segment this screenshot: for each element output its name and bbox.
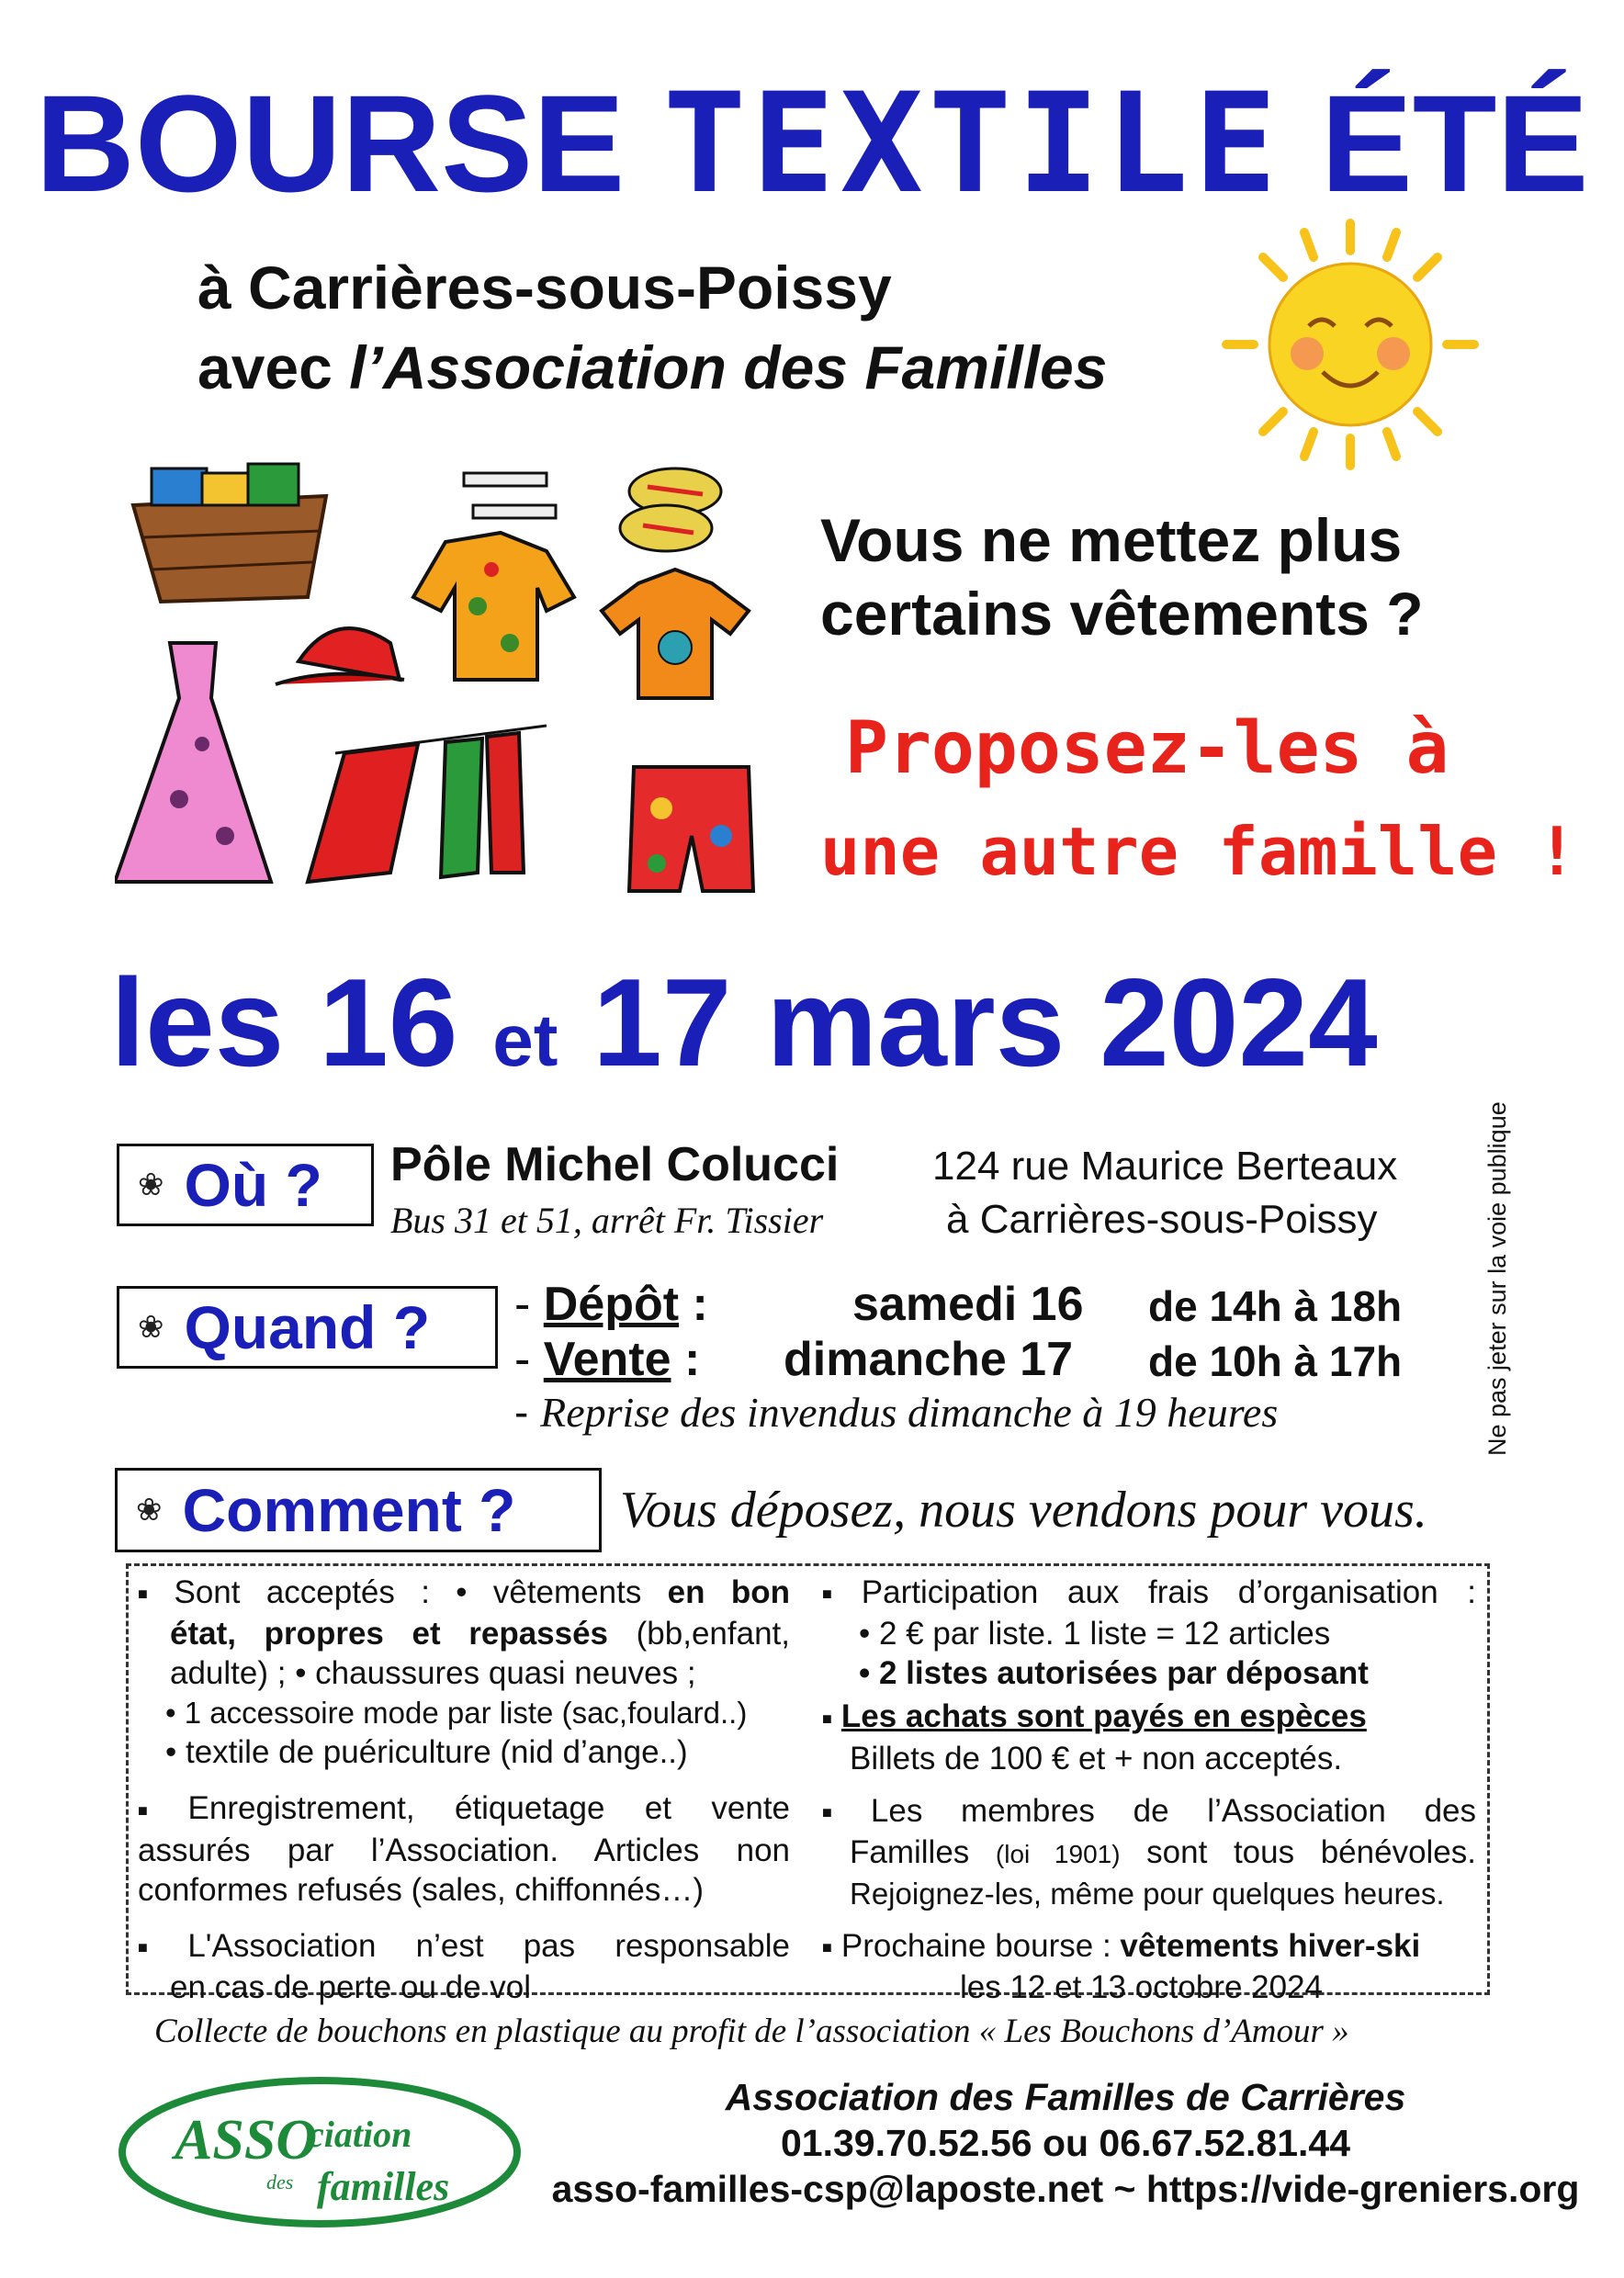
left-line: en cas de perte ou de vol: [170, 1968, 532, 2005]
collecte-note: Collecte de bouchons en plastique au profit de l’association « Les Bouchons d’Amour »: [154, 2013, 1349, 2050]
depot-row: - Dépôt :: [514, 1278, 708, 1331]
left-line: adulte) ; • chaussures quasi neuves ;: [170, 1655, 696, 1692]
association-logo: [110, 2071, 528, 2232]
right-line: ■ Prochaine bourse : vêtements hiver-ski: [822, 1927, 1421, 1964]
how-text: Vous déposez, nous vendons pour vous.: [620, 1482, 1427, 1539]
how-label-box: [115, 1468, 602, 1552]
title-part3: ÉTÉ: [1320, 66, 1589, 220]
flower-icon: ❀: [138, 1167, 164, 1202]
right-column: [822, 1573, 1476, 2007]
flip-flops-icon: [620, 468, 721, 551]
shirt-icon: [413, 533, 574, 680]
clothespins-icon: [464, 473, 556, 518]
flower-icon: ❀: [138, 1310, 164, 1345]
subtitle-assoc-name: l’Association des Familles: [349, 333, 1108, 401]
vente-hours: de 10h à 17h: [1148, 1337, 1403, 1385]
date-prefix: les 16: [110, 953, 458, 1092]
basket-icon: [133, 464, 326, 602]
proposal-line1: Proposez-les à: [845, 707, 1449, 790]
subtitle-prefix: avec: [197, 333, 333, 401]
right-line: Rejoignez-les, même pour quelques heures.: [850, 1876, 1445, 1911]
vente-row: - Vente :: [514, 1333, 701, 1386]
clothes-illustration: [115, 450, 767, 909]
venue-city: à Carrières-sous-Poissy: [946, 1197, 1378, 1242]
how-label: Comment ?: [182, 1476, 516, 1544]
date-rest: 17 mars 2024: [592, 953, 1378, 1092]
sun-illustration: [1217, 207, 1483, 482]
vente-day: dimanche 17: [784, 1333, 1074, 1386]
left-line: état, propres et repassés (bb,enfant,: [170, 1616, 790, 1652]
depot-day: samedi 16: [852, 1278, 1084, 1331]
venue-address: 124 rue Maurice Berteaux: [932, 1144, 1398, 1189]
contact-phones: 01.39.70.52.56 ou 06.67.52.81.44: [780, 2122, 1351, 2164]
reprise-row: - Reprise des invendus dimanche à 19 heures: [514, 1388, 1279, 1436]
depot-label: Dépôt: [543, 1278, 680, 1331]
right-line: Billets de 100 € et + non acceptés.: [850, 1740, 1343, 1776]
left-line: • textile de puériculture (nid d’ange..): [165, 1734, 688, 1771]
right-line: • 2 € par liste. 1 liste = 12 articles: [859, 1616, 1331, 1652]
logo-small: des: [266, 2171, 294, 2193]
flower-icon: ❀: [136, 1493, 163, 1528]
when-label: Quand ?: [184, 1293, 431, 1361]
bus-info: Bus 31 et 51, arrêt Fr. Tissier: [390, 1200, 824, 1241]
left-line: conformes refusés (sales, chiffonnés…): [138, 1871, 705, 1908]
clothesline-icon: [308, 726, 547, 882]
where-label: Où ?: [184, 1151, 322, 1219]
event-date: [0, 951, 1488, 1094]
left-column: [138, 1573, 790, 2007]
contact-org: Association des Familles de Carrières: [725, 2076, 1406, 2118]
depot-hours: de 14h à 18h: [1148, 1282, 1403, 1330]
where-label-box: [117, 1144, 374, 1226]
dress-icon: [115, 643, 271, 882]
date-conj: et: [492, 999, 558, 1081]
question-line1: Vous ne mettez plus: [820, 506, 1403, 574]
title-part1: BOURSE: [35, 66, 626, 220]
right-line: ■ Les membres de l’Association des: [822, 1792, 1476, 1829]
proposal-line2: une autre famille !: [820, 813, 1577, 890]
right-line: Familles (loi 1901) sont tous bénévoles.: [850, 1833, 1476, 1870]
logo-line1: ciation: [308, 2114, 412, 2155]
shorts-icon: [629, 767, 753, 891]
cap-icon: [276, 628, 404, 684]
subtitle-association: [197, 333, 1107, 402]
left-line: • 1 accessoire mode par liste (sac,foulard..): [165, 1696, 748, 1731]
logo-line2: familles: [317, 2164, 450, 2209]
left-line: ■ Sont acceptés : • vêtements en bon: [138, 1574, 790, 1610]
title-part2: TEXTILE: [662, 64, 1283, 224]
right-line: les 12 et 13 octobre 2024: [960, 1969, 1324, 2005]
left-line: assurés par l’Association. Articles non: [138, 1832, 790, 1868]
when-label-box: [117, 1286, 498, 1369]
poster-title: [0, 64, 1624, 224]
reprise-text: Reprise des invendus dimanche à 19 heures: [540, 1389, 1279, 1436]
right-line: ■ Participation aux frais d’organisation :: [822, 1574, 1476, 1610]
t-shirt-icon: [602, 570, 749, 698]
logo-big: ASSO: [175, 2109, 318, 2171]
right-line: • 2 listes autorisées par déposant: [859, 1655, 1369, 1692]
subtitle-location: à Carrières-sous-Poissy: [197, 254, 892, 321]
right-line: ■ Les achats sont payés en espèces: [822, 1698, 1367, 1735]
vertical-note: Ne pas jeter sur la voie publique: [1483, 1101, 1511, 1456]
left-line: ■ L'Association n’est pas responsable: [138, 1927, 791, 1964]
venue-name: Pôle Michel Colucci: [390, 1138, 840, 1191]
question-line2: certains vêtements ?: [820, 580, 1424, 648]
vente-label: Vente: [543, 1333, 671, 1386]
contact-web[interactable]: asso-familles-csp@laposte.net ~ https://vide-greniers.org: [551, 2168, 1580, 2210]
left-line: ■ Enregistrement, étiquetage et vente: [138, 1790, 791, 1827]
